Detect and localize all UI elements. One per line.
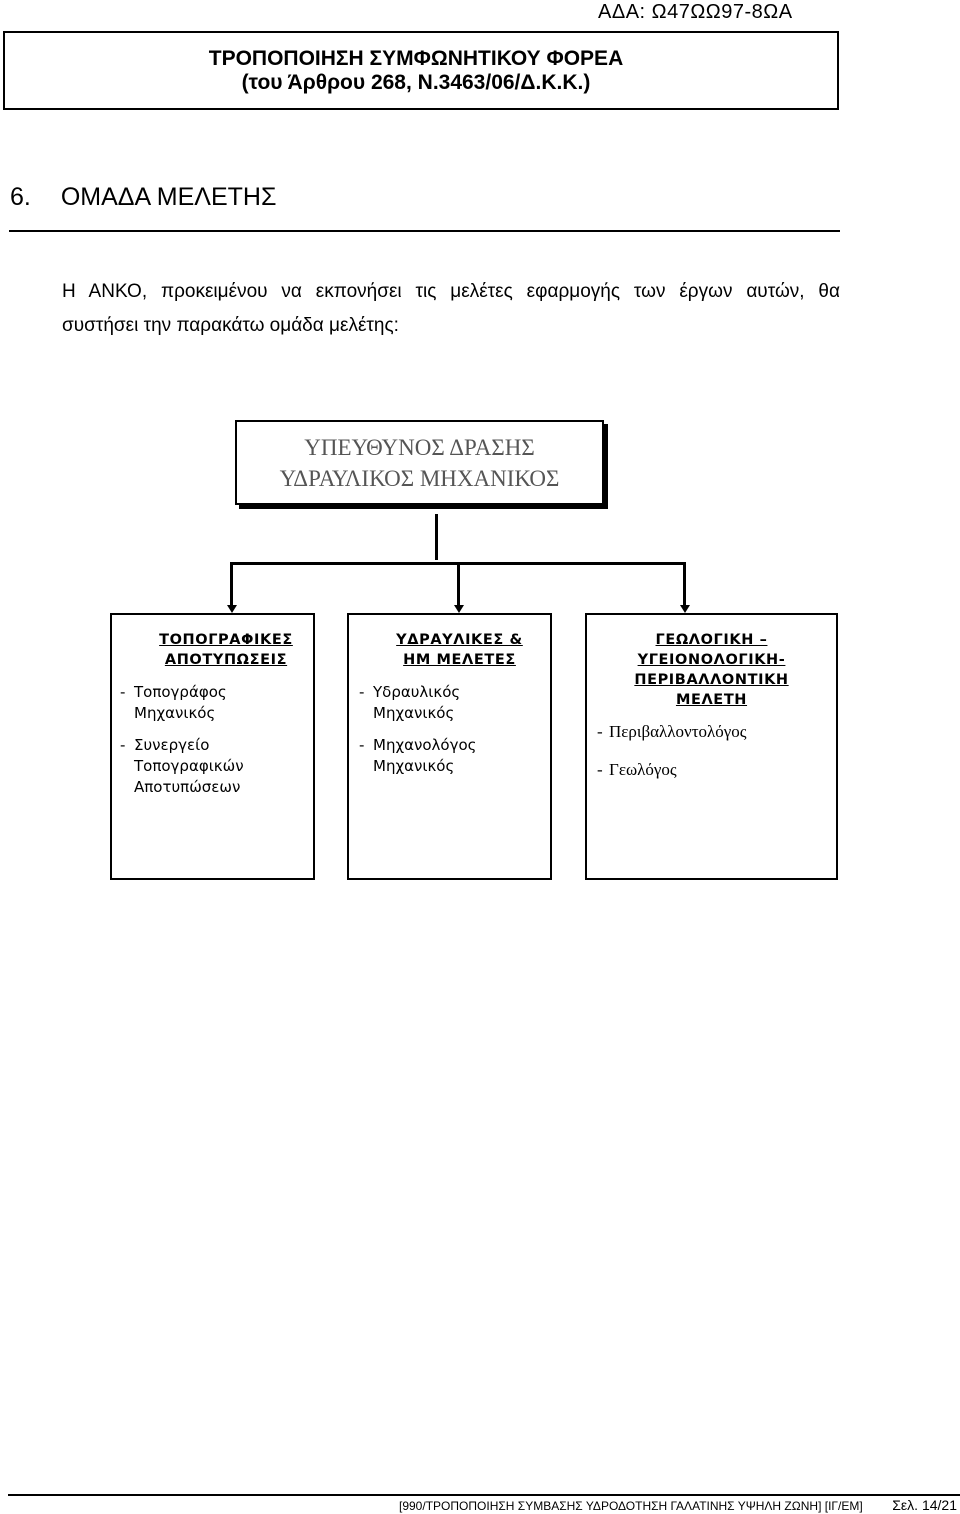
head-box-line2: ΥΔΡΑΥΛΙΚΟΣ ΜΗΧΑΝΙΚΟΣ	[279, 465, 560, 491]
list-item	[120, 735, 313, 798]
box-title	[349, 630, 550, 670]
box-title-line: ΗΜ ΜΕΛΕΤΕΣ	[403, 652, 516, 668]
item-dash: -	[359, 683, 365, 701]
box-title-line: ΥΓΕΙΟΝΟΛΟΓΙΚΗ-	[637, 652, 786, 668]
footer-document-reference: [990/ΤΡΟΠΟΠΟΙΗΣΗ ΣΥΜΒΑΣΗΣ ΥΔΡΟΔΟΤΗΣΗ ΓΑΛΑΤΙΝΗΣ ΥΨΗΛΗ ΖΩΝΗ] [ΙΓ/ΕΜ]	[399, 1499, 863, 1513]
item-dash: -	[120, 736, 126, 754]
connector-arrow-left	[227, 605, 237, 613]
box-title-line: ΥΔΡΑΥΛΙΚΕΣ &	[396, 632, 523, 648]
box-title-line: ΜΕΛΕΤΗ	[675, 692, 748, 708]
list-item	[597, 721, 836, 743]
document-header-line1: ΤΡΟΠΟΠΟΙΗΣΗ ΣΥΜΦΩΝΗΤΙΚΟΥ ΦΟΡΕΑ	[208, 46, 624, 70]
section-heading	[10, 180, 276, 214]
list-item	[359, 735, 550, 777]
section-number: 6.	[10, 183, 31, 211]
page-footer	[0, 1490, 960, 1514]
box-title	[112, 630, 313, 670]
connector-arrow-right	[680, 605, 690, 613]
connector-drop-left	[230, 562, 233, 609]
intro-paragraph	[62, 275, 840, 343]
item-line: Μηχανικός	[134, 704, 216, 722]
head-box-line1: ΥΠΕΥΘΥΝΟΣ ΔΡΑΣΗΣ	[304, 434, 535, 460]
connector-arrow-middle	[454, 605, 464, 613]
box-title-line: ΤΟΠΟΓΡΑΦΙΚΕΣ	[159, 632, 293, 648]
item-line: Περιβαλλοντολόγος	[609, 722, 747, 741]
footer-page-number: Σελ. 14/21	[892, 1497, 957, 1513]
item-line: Συνεργείο	[134, 736, 210, 754]
intro-line-1: Η ΑΝΚΟ, προκειμένου να εκπονήσει τις μελέτες εφαρμογής των έργων αυτών, θα	[62, 281, 840, 302]
item-dash: -	[359, 736, 365, 754]
item-line: Μηχανικός	[373, 704, 455, 722]
document-header-box	[3, 31, 839, 110]
box-title-line: ΠΕΡΙΒΑΛΛΟΝΤΙΚΗ	[634, 672, 789, 688]
list-item	[597, 759, 836, 781]
org-box-geological	[585, 613, 838, 880]
item-line: Τοπογράφος	[134, 683, 227, 701]
intro-line-2: συστήσει την παρακάτω ομάδα μελέτης:	[62, 315, 399, 336]
box-title	[587, 630, 836, 710]
item-line: Τοπογραφικών	[134, 757, 244, 775]
connector-drop-right	[683, 562, 686, 609]
item-line: Μηχανικός	[373, 757, 455, 775]
item-dash: -	[597, 760, 603, 779]
section-divider	[9, 230, 840, 232]
item-line: Αποτυπώσεων	[134, 778, 241, 796]
list-item	[359, 682, 550, 724]
org-box-topographic	[110, 613, 315, 880]
box-title-line: ΑΠΟΤΥΠΩΣΕΙΣ	[164, 652, 288, 668]
item-dash: -	[120, 683, 126, 701]
org-box-hydraulic	[347, 613, 552, 880]
connector-drop-middle	[457, 562, 460, 609]
item-line: Μηχανολόγος	[373, 736, 477, 754]
item-dash: -	[597, 722, 603, 741]
box-title-line: ΓΕΩΛΟΓΙΚΗ –	[655, 632, 768, 648]
list-item	[120, 682, 313, 724]
section-title: ΟΜΑΔΑ ΜΕΛΕΤΗΣ	[60, 183, 277, 211]
connector-vertical-main	[435, 514, 438, 560]
ada-code: ΑΔΑ: Ω47ΩΩ97-8ΩΑ	[598, 1, 793, 23]
org-chart-head-box	[235, 420, 604, 505]
item-line: Υδραυλικός	[373, 683, 461, 701]
item-line: Γεωλόγος	[609, 760, 677, 779]
document-header-line2: (του Άρθρου 268, Ν.3463/06/Δ.Κ.Κ.)	[241, 70, 591, 94]
